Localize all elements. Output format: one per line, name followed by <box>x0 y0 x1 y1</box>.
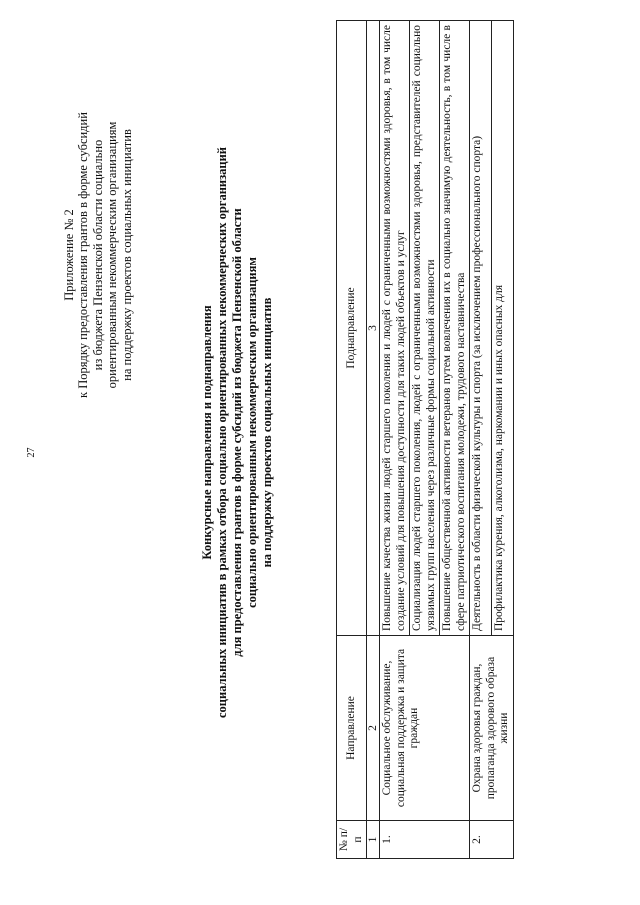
table-row <box>380 21 410 859</box>
direction-cell: Охрана здоровья граждан, пропаганда здорового образа жизни <box>470 636 514 821</box>
column-number-row <box>367 21 380 859</box>
column-number: 2 <box>367 636 380 821</box>
appendix-line: Приложение № 2 <box>62 209 76 301</box>
title-line: Конкурсные направления и поднаправления <box>200 305 214 560</box>
subdirection-cell: Социализация людей старшего поколения, людей с ограниченными возможностями здоровья, представителей социально уязвимых групп населения через различные формы социальной активности <box>410 21 440 636</box>
table-row <box>470 21 492 859</box>
appendix-line: к Порядку предоставления грантов в форме субсидий <box>76 112 91 398</box>
appendix-header <box>62 75 134 435</box>
subdirection-cell: Профилактика курения, алкоголизма, наркомании и иных опасных для <box>491 21 513 636</box>
table-header-row <box>337 21 367 859</box>
subdirection-cell: Деятельность в области физической культуры и спорта (за исключением профессионального спорта) <box>470 21 492 636</box>
header-number: № п/п <box>337 821 367 859</box>
document-title <box>200 0 275 865</box>
direction-cell: Социальное обслуживание, социальная поддержка и защита граждан <box>380 636 470 821</box>
directions-table <box>336 20 514 859</box>
title-line: на поддержку проектов социальных инициатив <box>260 297 274 568</box>
row-number: 1. <box>380 821 470 859</box>
subdirection-cell: Повышение качества жизни людей старшего поколения и людей с ограниченными возможностями здоровья, в том числе создание условий для повышения доступности для таких людей объектов и услуг <box>380 21 410 636</box>
appendix-line: на поддержку проектов социальных инициатив <box>119 129 134 381</box>
row-number: 2. <box>470 821 514 859</box>
header-subdirection: Поднаправление <box>337 21 367 636</box>
title-line: социальных инициатив в рамках отбора социально ориентированных некоммерческих организаций <box>215 147 229 718</box>
title-line: для предоставления грантов в форме субсидий из бюджета Пензенской области <box>230 208 244 657</box>
column-number: 1 <box>367 821 380 859</box>
subdirection-cell: Повышение общественной активности ветеранов путем вовлечения их в социально значимую деятельность, в том числе в сфере патриотического воспитания молодежи, трудового наставничества <box>440 21 470 636</box>
appendix-line: из бюджета Пензенской области социально <box>90 139 105 371</box>
column-number: 3 <box>367 21 380 636</box>
appendix-line: ориентированным некоммерческим организациям <box>105 121 120 389</box>
page-number: 27 <box>26 447 37 458</box>
header-direction: Направление <box>337 636 367 821</box>
title-line: социально ориентированным некоммерческим организациям <box>245 257 259 608</box>
